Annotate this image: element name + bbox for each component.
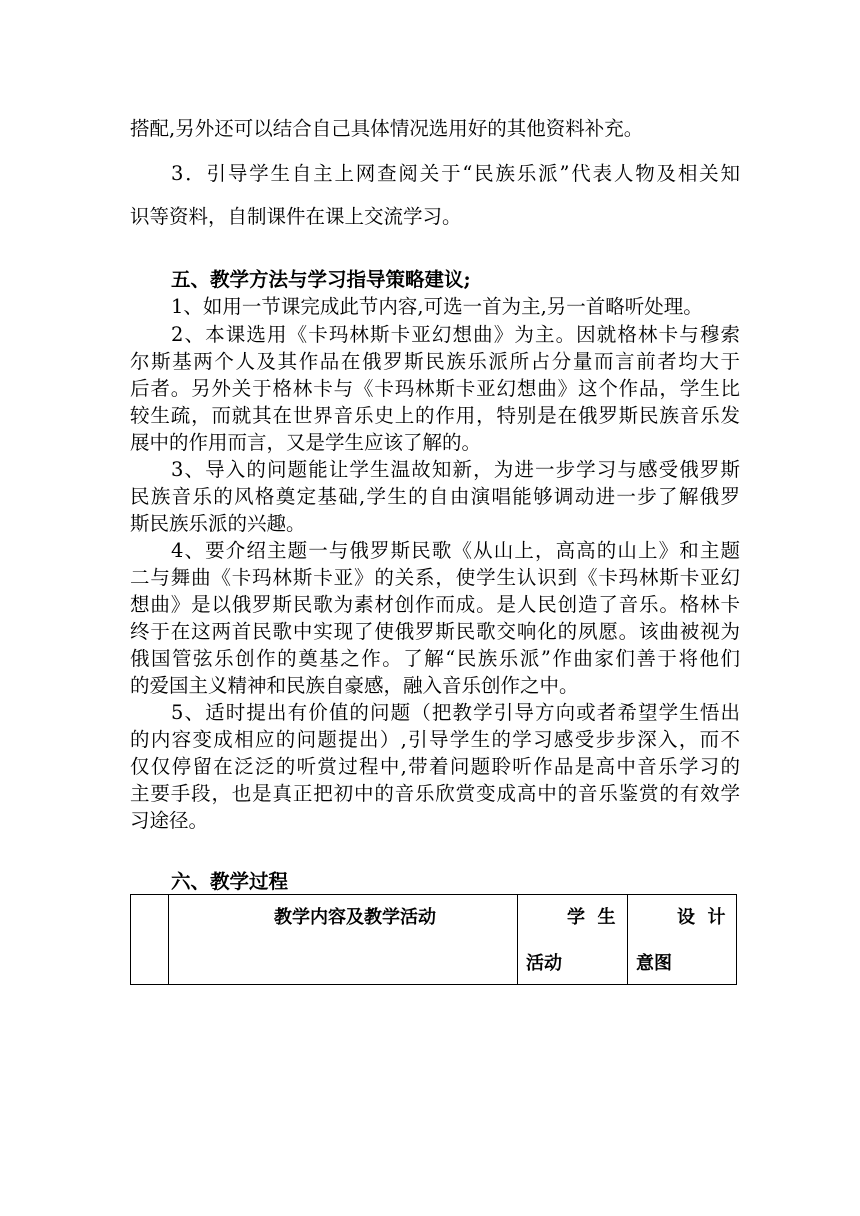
paragraph-line: 斯民族乐派的兴趣。 bbox=[130, 512, 306, 535]
paragraph-line: 习途径。 bbox=[130, 809, 209, 832]
table-header-student: 学 生 bbox=[567, 907, 616, 928]
paragraph-line: 仅仅停留在泛泛的听赏过程中,带着问题聆听作品是高中音乐学习的 bbox=[130, 755, 740, 778]
table-header-content: 教学内容及教学活动 bbox=[274, 907, 436, 928]
paragraph-line: 后者。另外关于格林卡与《卡玛林斯卡亚幻想曲》这个作品，学生比 bbox=[130, 377, 740, 400]
paragraph-line: 2、本课选用《卡玛林斯卡亚幻想曲》为主。因就格林卡与穆索 bbox=[171, 323, 740, 346]
paragraph-line: 4、要介绍主题一与俄罗斯民歌《从山上，高高的山上》和主题 bbox=[171, 539, 740, 562]
paragraph-line: 民族音乐的风格奠定基础,学生的自由演唱能够调动进一步了解俄罗 bbox=[130, 485, 740, 508]
paragraph-line: 俄国管弦乐创作的奠基之作。了解“民族乐派”作曲家们善于将他们 bbox=[130, 647, 740, 670]
paragraph-line: 终于在这两首民歌中实现了使俄罗斯民歌交响化的夙愿。该曲被视为 bbox=[130, 620, 740, 643]
paragraph-line: 的内容变成相应的问题提出）,引导学生的学习感受步步深入，而不 bbox=[130, 728, 740, 751]
paragraph-line: 尔斯基两个人及其作品在俄罗斯民族乐派所占分量而言前者均大于 bbox=[130, 350, 740, 373]
paragraph-line: 识等资料，自制课件在课上交流学习。 bbox=[130, 205, 462, 228]
table-header-design: 设 计 bbox=[677, 907, 726, 928]
paragraph-line: 3．引导学生自主上网查阅关于“民族乐派”代表人物及相关知 bbox=[171, 162, 740, 185]
paragraph-line: 3、导入的问题能让学生温故知新，为进一步学习与感受俄罗斯 bbox=[171, 458, 740, 481]
table-header-design-cont: 意图 bbox=[636, 953, 672, 974]
paragraph-line: 1、如用一节课完成此节内容,可选一首为主,另一首略听处理。 bbox=[171, 295, 703, 318]
paragraph-line: 的爱国主义精神和民族自豪感，融入音乐创作之中。 bbox=[130, 674, 579, 697]
table-column-divider bbox=[627, 895, 628, 984]
section-heading: 六、教学过程 bbox=[171, 870, 289, 893]
table-header-student-cont: 活动 bbox=[526, 953, 562, 974]
table-column-divider bbox=[517, 895, 518, 984]
table-column-divider bbox=[168, 895, 169, 984]
section-heading: 五、教学方法与学习指导策略建议; bbox=[171, 268, 471, 291]
paragraph-line: 搭配,另外还可以结合自己具体情况选用好的其他资料补充。 bbox=[130, 117, 644, 140]
paragraph-line: 主要手段，也是真正把初中的音乐欣赏变成高中的音乐鉴赏的有效学 bbox=[130, 782, 740, 805]
paragraph-line: 较生疏，而就其在世界音乐史上的作用，特别是在俄罗斯民族音乐发 bbox=[130, 404, 740, 427]
paragraph-line: 二与舞曲《卡玛林斯卡亚》的关系，使学生认识到《卡玛林斯卡亚幻 bbox=[130, 566, 740, 589]
paragraph-line: 5、适时提出有价值的问题（把教学引导方向或者希望学生悟出 bbox=[171, 701, 740, 724]
teaching-process-table bbox=[130, 894, 737, 985]
paragraph-line: 想曲》是以俄罗斯民歌为素材创作而成。是人民创造了音乐。格林卡 bbox=[130, 593, 740, 616]
paragraph-line: 展中的作用而言，又是学生应该了解的。 bbox=[130, 431, 482, 454]
